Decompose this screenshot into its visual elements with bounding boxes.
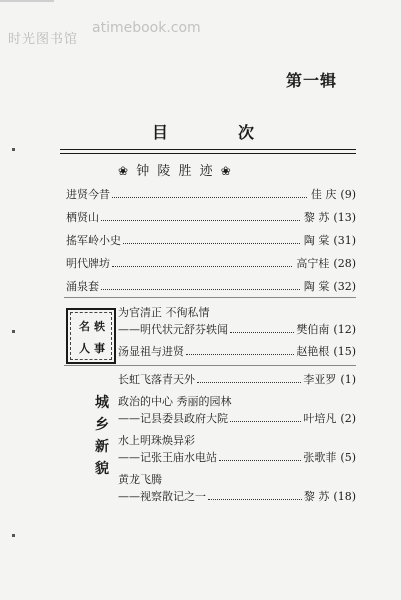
section-badge-anecdotes: [66, 308, 116, 364]
entry-subtitle: ——记张王庙水电站: [118, 451, 217, 464]
badge-char: 事: [94, 342, 105, 355]
ornament-icon: ❀: [220, 164, 233, 178]
entry-author: 陶 棠: [303, 280, 330, 293]
entry-subtitle: ——记县委县政府大院: [118, 412, 228, 425]
section-divider: [64, 297, 356, 298]
toc-entry[interactable]: [118, 488, 356, 504]
leader-dots: [101, 220, 300, 221]
watermark-cn: 时光图书馆: [8, 32, 79, 47]
toc-entry[interactable]: [118, 371, 356, 387]
toc-entry[interactable]: [118, 410, 356, 426]
ornament-icon: ❀: [118, 164, 131, 178]
badge-char: 轶: [94, 320, 105, 333]
toc-entry[interactable]: [66, 186, 356, 202]
leader-dots: [101, 289, 300, 290]
entry-title[interactable]: 为官清正 不徇私情: [118, 306, 210, 319]
entry-subtitle: ——视察散记之一: [118, 490, 206, 503]
vertical-char: 城: [95, 395, 109, 411]
scan-speck: [12, 148, 15, 151]
entry-subtitle: ——明代状元舒芬轶闻: [118, 323, 228, 336]
entry-author: 黎 苏: [303, 211, 330, 224]
entry-author: 张歌菲: [303, 451, 337, 464]
vertical-char: 貌: [95, 461, 109, 477]
toc-entry[interactable]: [66, 255, 356, 271]
leader-dots: [123, 243, 300, 244]
section-divider: [64, 365, 356, 366]
vertical-char: 新: [95, 439, 109, 455]
entry-title: 栖贤山: [66, 211, 99, 224]
section-heading-scenic: [118, 160, 233, 179]
entry-title[interactable]: 政治的中心 秀丽的园林: [118, 395, 232, 408]
entry-title: 进贤今昔: [66, 188, 110, 201]
toc-entry[interactable]: [118, 449, 356, 465]
toc-entry[interactable]: [118, 321, 356, 337]
entry-page: (31): [333, 234, 356, 247]
entry-title[interactable]: 水上明珠焕异彩: [118, 434, 195, 447]
toc-title: [0, 120, 401, 144]
entry-page: (13): [333, 211, 356, 224]
watermark-en: atimebook.com: [92, 20, 201, 36]
entry-page: (5): [340, 451, 356, 464]
scan-speck: [12, 330, 15, 333]
toc-entry[interactable]: [118, 343, 356, 359]
leader-dots: [208, 499, 302, 500]
entry-author: 叶培凡: [303, 412, 337, 425]
leader-dots: [230, 332, 294, 333]
entry-page: (9): [340, 188, 356, 201]
volume-label: 第一辑: [286, 71, 338, 90]
entry-title: 涌泉套: [66, 280, 99, 293]
entry-author: 佳 庆: [310, 188, 337, 201]
leader-dots: [197, 382, 301, 383]
title-rule-thin: [60, 153, 356, 154]
entry-title: 长虹飞落青天外: [118, 373, 195, 386]
entry-page: (1): [340, 373, 356, 386]
entry-author: 黎 苏: [303, 490, 330, 503]
entry-page: (28): [333, 257, 356, 270]
leader-dots: [112, 266, 292, 267]
entry-page: (18): [333, 490, 356, 503]
badge-char: 名: [79, 320, 90, 333]
entry-page: (32): [333, 280, 356, 293]
leader-dots: [186, 354, 294, 355]
toc-entry[interactable]: [66, 278, 356, 294]
entry-author: 赵艳根: [296, 345, 330, 358]
toc-entry[interactable]: [66, 232, 356, 248]
entry-title: 明代牌坊: [66, 257, 110, 270]
entry-page: (12): [333, 323, 356, 336]
entry-title: 搖军岭小史: [66, 234, 121, 247]
entry-author: 李亚罗: [303, 373, 337, 386]
entry-page: (15): [333, 345, 356, 358]
toc-title-char-1: 目: [152, 123, 169, 142]
entry-author: 陶 棠: [303, 234, 330, 247]
entry-title[interactable]: 黄龙飞腾: [118, 473, 162, 486]
title-rule-thick: [60, 149, 356, 150]
entry-author: 樊伯南: [296, 323, 330, 336]
toc-entry[interactable]: [66, 209, 356, 225]
toc-title-char-2: 次: [238, 123, 255, 142]
watermark: [8, 6, 228, 46]
vertical-char: 乡: [95, 417, 109, 433]
leader-dots: [230, 421, 301, 422]
scan-speck: [12, 534, 15, 537]
entry-title: 汤显祖与进贤: [118, 345, 184, 358]
entry-author: 高宁桂: [296, 257, 330, 270]
section-heading-text: 钟 陵 胜 迹: [136, 164, 215, 179]
badge-char: 人: [79, 342, 90, 355]
leader-dots: [219, 460, 301, 461]
leader-dots: [112, 197, 307, 198]
section-label-vertical: [92, 392, 112, 480]
entry-page: (2): [340, 412, 356, 425]
